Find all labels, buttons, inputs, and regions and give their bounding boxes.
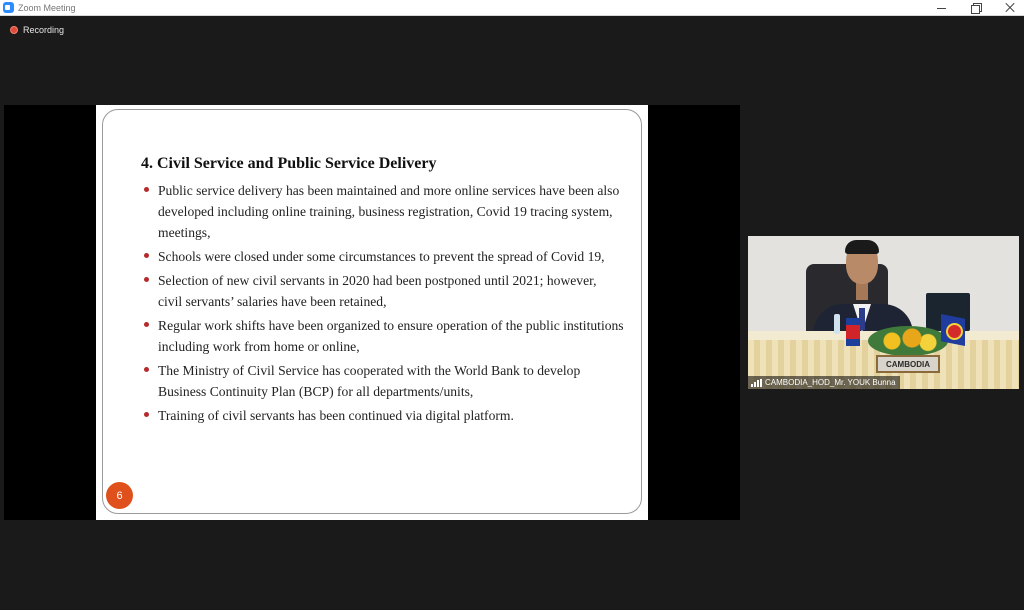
slide-page-number: 6 xyxy=(106,482,133,509)
slide-bullet xyxy=(144,315,624,357)
close-icon[interactable] xyxy=(1004,2,1016,14)
slide-bullet xyxy=(144,405,624,426)
slide-bullet-text: Public service delivery has been maintained and more online services have been also developed including online training, business registration, Covid 19 tracing system, meetings, xyxy=(158,183,620,240)
signal-bar xyxy=(760,379,762,387)
slide-bullet-text: The Ministry of Civil Service has cooperated with the World Bank to develop Business Continuity Plan (BCP) for all departments/units, xyxy=(158,363,581,399)
slide-bullet xyxy=(144,270,624,312)
video-person-hair xyxy=(845,240,879,254)
video-nameplate: CAMBODIA xyxy=(876,355,940,373)
bullet-dot-icon xyxy=(144,322,149,327)
signal-bar xyxy=(754,382,756,387)
window-controls xyxy=(936,0,1016,16)
window-titlebar xyxy=(0,0,1024,16)
slide-bullet-list xyxy=(144,180,624,429)
recording-label: Recording xyxy=(23,25,65,35)
slide-bullet xyxy=(144,180,624,243)
record-dot-icon xyxy=(10,26,18,34)
zoom-app-icon xyxy=(3,2,14,13)
bullet-dot-icon xyxy=(144,253,149,258)
cambodia-flag-icon xyxy=(846,318,860,346)
bullet-dot-icon xyxy=(144,412,149,417)
restore-icon[interactable] xyxy=(970,2,982,14)
video-water-bottle xyxy=(834,314,840,334)
slide-bullet-text: Selection of new civil servants in 2020 had been postponed until 2021; however, civil servants’ salaries have been retained, xyxy=(158,273,597,309)
participant-video[interactable] xyxy=(748,236,1019,389)
video-flowers xyxy=(868,326,948,356)
slide-bullet xyxy=(144,246,624,267)
asean-flag-icon xyxy=(941,314,965,346)
bullet-dot-icon xyxy=(144,277,149,282)
bullet-dot-icon xyxy=(144,367,149,372)
slide-bullet-text: Regular work shifts have been organized to ensure operation of the public institutions including work from home or online, xyxy=(158,318,624,354)
slide-title: 4. Civil Service and Public Service Delivery xyxy=(141,155,437,172)
participant-name: CAMBODIA_HOD_Mr. YOUK Bunna xyxy=(765,378,896,387)
signal-bar xyxy=(751,384,753,387)
presentation-slide xyxy=(96,105,648,520)
minimize-icon[interactable] xyxy=(936,2,948,14)
signal-icon xyxy=(751,379,762,387)
signal-bar xyxy=(757,380,759,387)
slide-bullet xyxy=(144,360,624,402)
participant-name-label xyxy=(748,376,900,389)
slide-bullet-text: Training of civil servants has been continued via digital platform. xyxy=(158,408,514,423)
shared-screen[interactable] xyxy=(4,105,740,520)
bullet-dot-icon xyxy=(144,187,149,192)
window-title: Zoom Meeting xyxy=(18,2,76,13)
recording-indicator[interactable] xyxy=(10,25,64,35)
slide-bullet-text: Schools were closed under some circumstances to prevent the spread of Covid 19, xyxy=(158,249,605,264)
